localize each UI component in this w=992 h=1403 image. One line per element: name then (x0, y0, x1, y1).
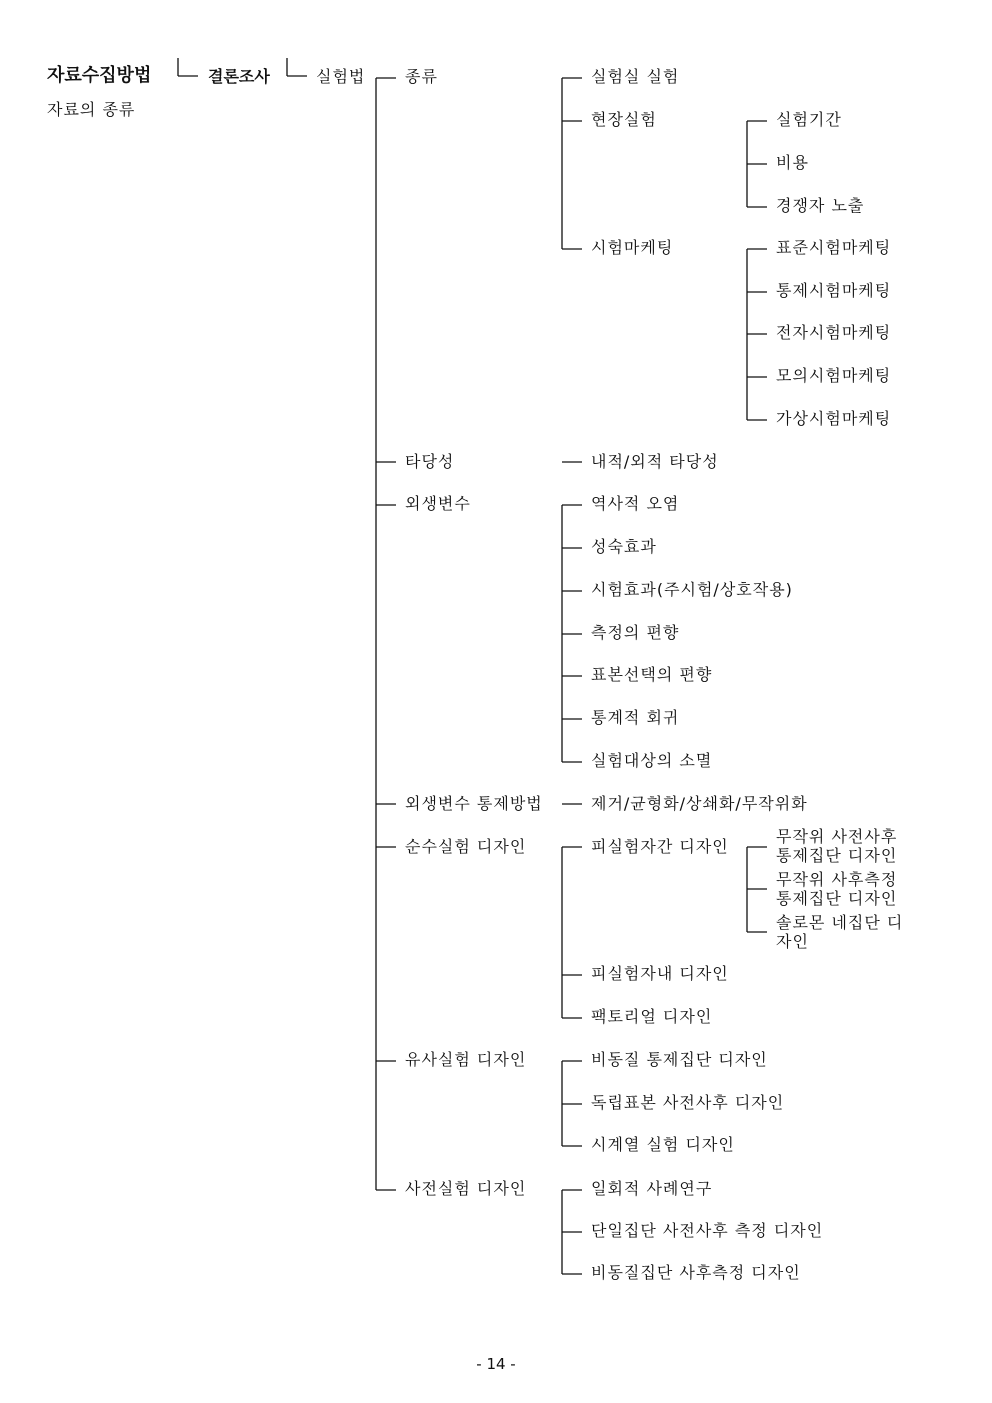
node-tm-item: 표준시험마케팅 (776, 238, 892, 257)
node-between-item: 무작위 사후측정 통제집단 디자인 (776, 870, 898, 908)
node-between-design: 피실험자간 디자인 (591, 837, 729, 856)
page-number: - 14 - (476, 1355, 516, 1373)
node-extraneous-item: 표본선택의 편향 (591, 665, 713, 684)
node-lab-experiment: 실험실 실험 (591, 67, 680, 86)
node-tm-item: 통제시험마케팅 (776, 281, 892, 300)
node-tm-item: 모의시험마케팅 (776, 366, 892, 385)
node-control-item: 제거/균형화/상쇄화/무작위화 (591, 794, 808, 813)
page-title: 자료수집방법 (47, 65, 152, 86)
node-pre-item: 비동질집단 사후측정 디자인 (591, 1263, 801, 1282)
node-extraneous-item: 성숙효과 (591, 537, 657, 556)
node-test-marketing: 시험마케팅 (591, 238, 674, 257)
node-quasi-item: 독립표본 사전사후 디자인 (591, 1093, 785, 1112)
node-level2: 실험법 (316, 67, 366, 86)
node-field-experiment: 현장실험 (591, 110, 657, 129)
node-pre-design: 사전실험 디자인 (405, 1179, 527, 1198)
page-subtitle: 자료의 종류 (47, 100, 136, 119)
node-within-design: 피실험자내 디자인 (591, 964, 729, 983)
node-between-item: 무작위 사전사후 통제집단 디자인 (776, 827, 898, 865)
node-validity: 타당성 (405, 452, 455, 471)
node-extraneous-item: 측정의 편향 (591, 623, 680, 642)
node-extraneous-item: 시험효과(주시험/상호작용) (591, 580, 793, 599)
node-extraneous-item: 통계적 회귀 (591, 708, 680, 727)
node-extraneous: 외생변수 (405, 494, 471, 513)
node-level1: 결론조사 (208, 67, 270, 86)
node-pre-item: 단일집단 사전사후 측정 디자인 (591, 1221, 824, 1240)
node-field-item: 경쟁자 노출 (776, 196, 865, 215)
node-quasi-design: 유사실험 디자인 (405, 1050, 527, 1069)
node-kinds: 종류 (405, 67, 438, 86)
node-pre-item: 일회적 사례연구 (591, 1179, 713, 1198)
node-true-design: 순수실험 디자인 (405, 837, 527, 856)
node-extraneous-item: 역사적 오염 (591, 494, 680, 513)
node-extraneous-item: 실험대상의 소멸 (591, 751, 713, 770)
node-field-item: 비용 (776, 153, 809, 172)
node-tm-item: 전자시험마케팅 (776, 323, 892, 342)
node-quasi-item: 비동질 통제집단 디자인 (591, 1050, 768, 1069)
node-validity-item: 내적/외적 타당성 (591, 452, 719, 471)
node-field-item: 실험기간 (776, 110, 842, 129)
node-between-item: 솔로몬 네집단 디자인 (776, 913, 904, 951)
node-control: 외생변수 통제방법 (405, 794, 543, 813)
node-tm-item: 가상시험마케팅 (776, 409, 892, 428)
node-factorial-design: 팩토리얼 디자인 (591, 1007, 713, 1026)
node-quasi-item: 시계열 실험 디자인 (591, 1135, 735, 1154)
